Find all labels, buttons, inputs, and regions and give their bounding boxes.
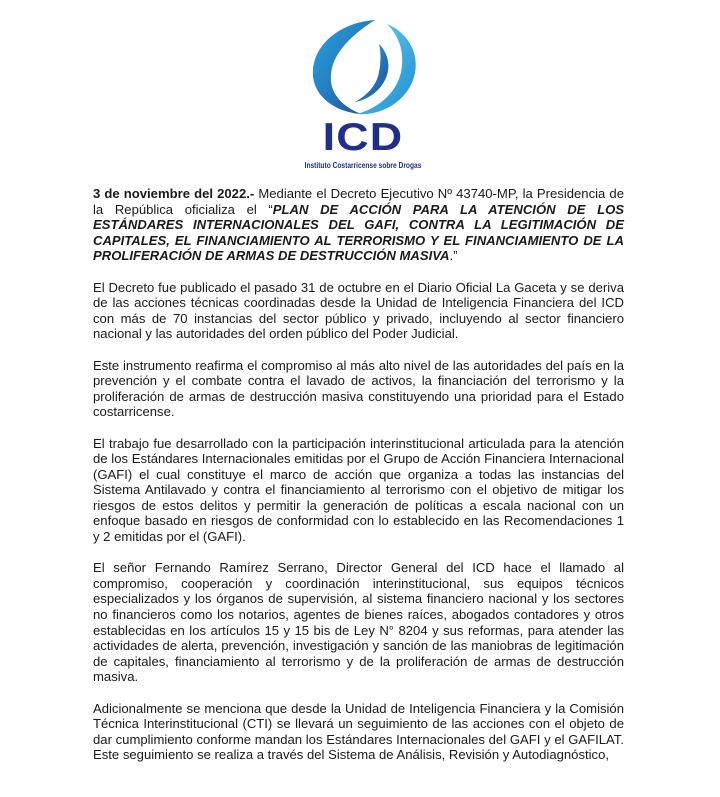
paragraph-3: Este instrumento reafirma el compromiso al más alto nivel de las autoridades del país en la prevención y el combate contra el lavado de activos, la financiación del terrorismo y la proliferación de armas de destrucción masiva constituyendo una prioridad para el Estado costarricense.: [93, 357, 624, 420]
icd-logo: [283, 14, 443, 172]
article-body: [93, 186, 624, 779]
plan-title: PLAN DE ACCIÓN PARA LA ATENCIÓN DE LOS ESTÁNDARES INTERNACIONALES DEL GAFI, CONTRA LA LEGITIMACIÓN DE CAPITALES, EL FINANCIAMIENTO AL TERRORISMO Y EL FINANCIAMIENTO DE LA PROLIFERACIÓN DE ARMAS DE DESTRUCCIÓN MASIVA: [93, 201, 624, 264]
paragraph-2: El Decreto fue publicado el pasado 31 de octubre en el Diario Oficial La Gaceta y se deriva de las acciones técnicas coordinadas desde la Unidad de Inteligencia Financiera del ICD con más de 70 instancias del sector público y privado, incluyendo al sector financiero nacional y las autoridades del orden público del Poder Judicial.: [93, 279, 624, 342]
paragraph-4: El trabajo fue desarrollado con la participación interinstitucional articulada para la atención de los Estándares Internacionales emitidas por el Grupo de Acción Financiera Internacional (GAFI) el cual constituye el marco de acción que organiza a todas las instancias del Sistema Antilavado y contra el financiamiento al terrorismo con el objetivo de mitigar los riesgos de estos delitos y permitir la generación de políticas a escala nacional con un enfoque basado en riesgos de conformidad con lo establecido en las Recomendaciones 1 y 2 emitidas por el (GAFI).: [93, 435, 624, 545]
paragraph-1-tail: .”: [449, 248, 458, 264]
swirl-emblem-icon: [283, 14, 443, 122]
logo-acronym: ICD: [322, 116, 404, 159]
paragraph-5: El señor Fernando Ramírez Serrano, Director General del ICD hace el llamado al compromiso, cooperación y coordinación interinstitucional, sus equipos técnicos especializados y los órganos de supervisión, al sistema financiero nacional y los sectores no financieros como los notarios, agentes de bienes raíces, abogados contadores y otros establecidas en los artículos 15 y 15 bis de Ley N° 8204 y sus reformas, para atender las actividades de alerta, prevención, investigación y sanción de las maniobras de legitimación de capitales, financiamiento al terrorismo y de la proliferación de armas de destrucción masiva.: [93, 560, 624, 685]
paragraph-6: Adicionalmente se menciona que desde la Unidad de Inteligencia Financiera y la Comisión Técnica Interinstitucional (CTI) se llevará un seguimiento de las acciones con el objeto de dar cumplimiento conforme mandan los Estándares Internacionales del GAFI y el GAFILAT. Este seguimiento se realiza a través del Sistema de Análisis, Revisión y Autodiagnóstico,: [93, 700, 624, 763]
logo-subtitle: Instituto Costarricense sobre Drogas: [304, 160, 422, 170]
paragraph-1-lead: Mediante el Decreto Ejecutivo Nº 43740-MP, la Presidencia de la República oficializa el “: [93, 186, 624, 217]
article-date: 3 de noviembre del 2022.-: [93, 186, 255, 201]
paragraph-1: [93, 186, 624, 264]
